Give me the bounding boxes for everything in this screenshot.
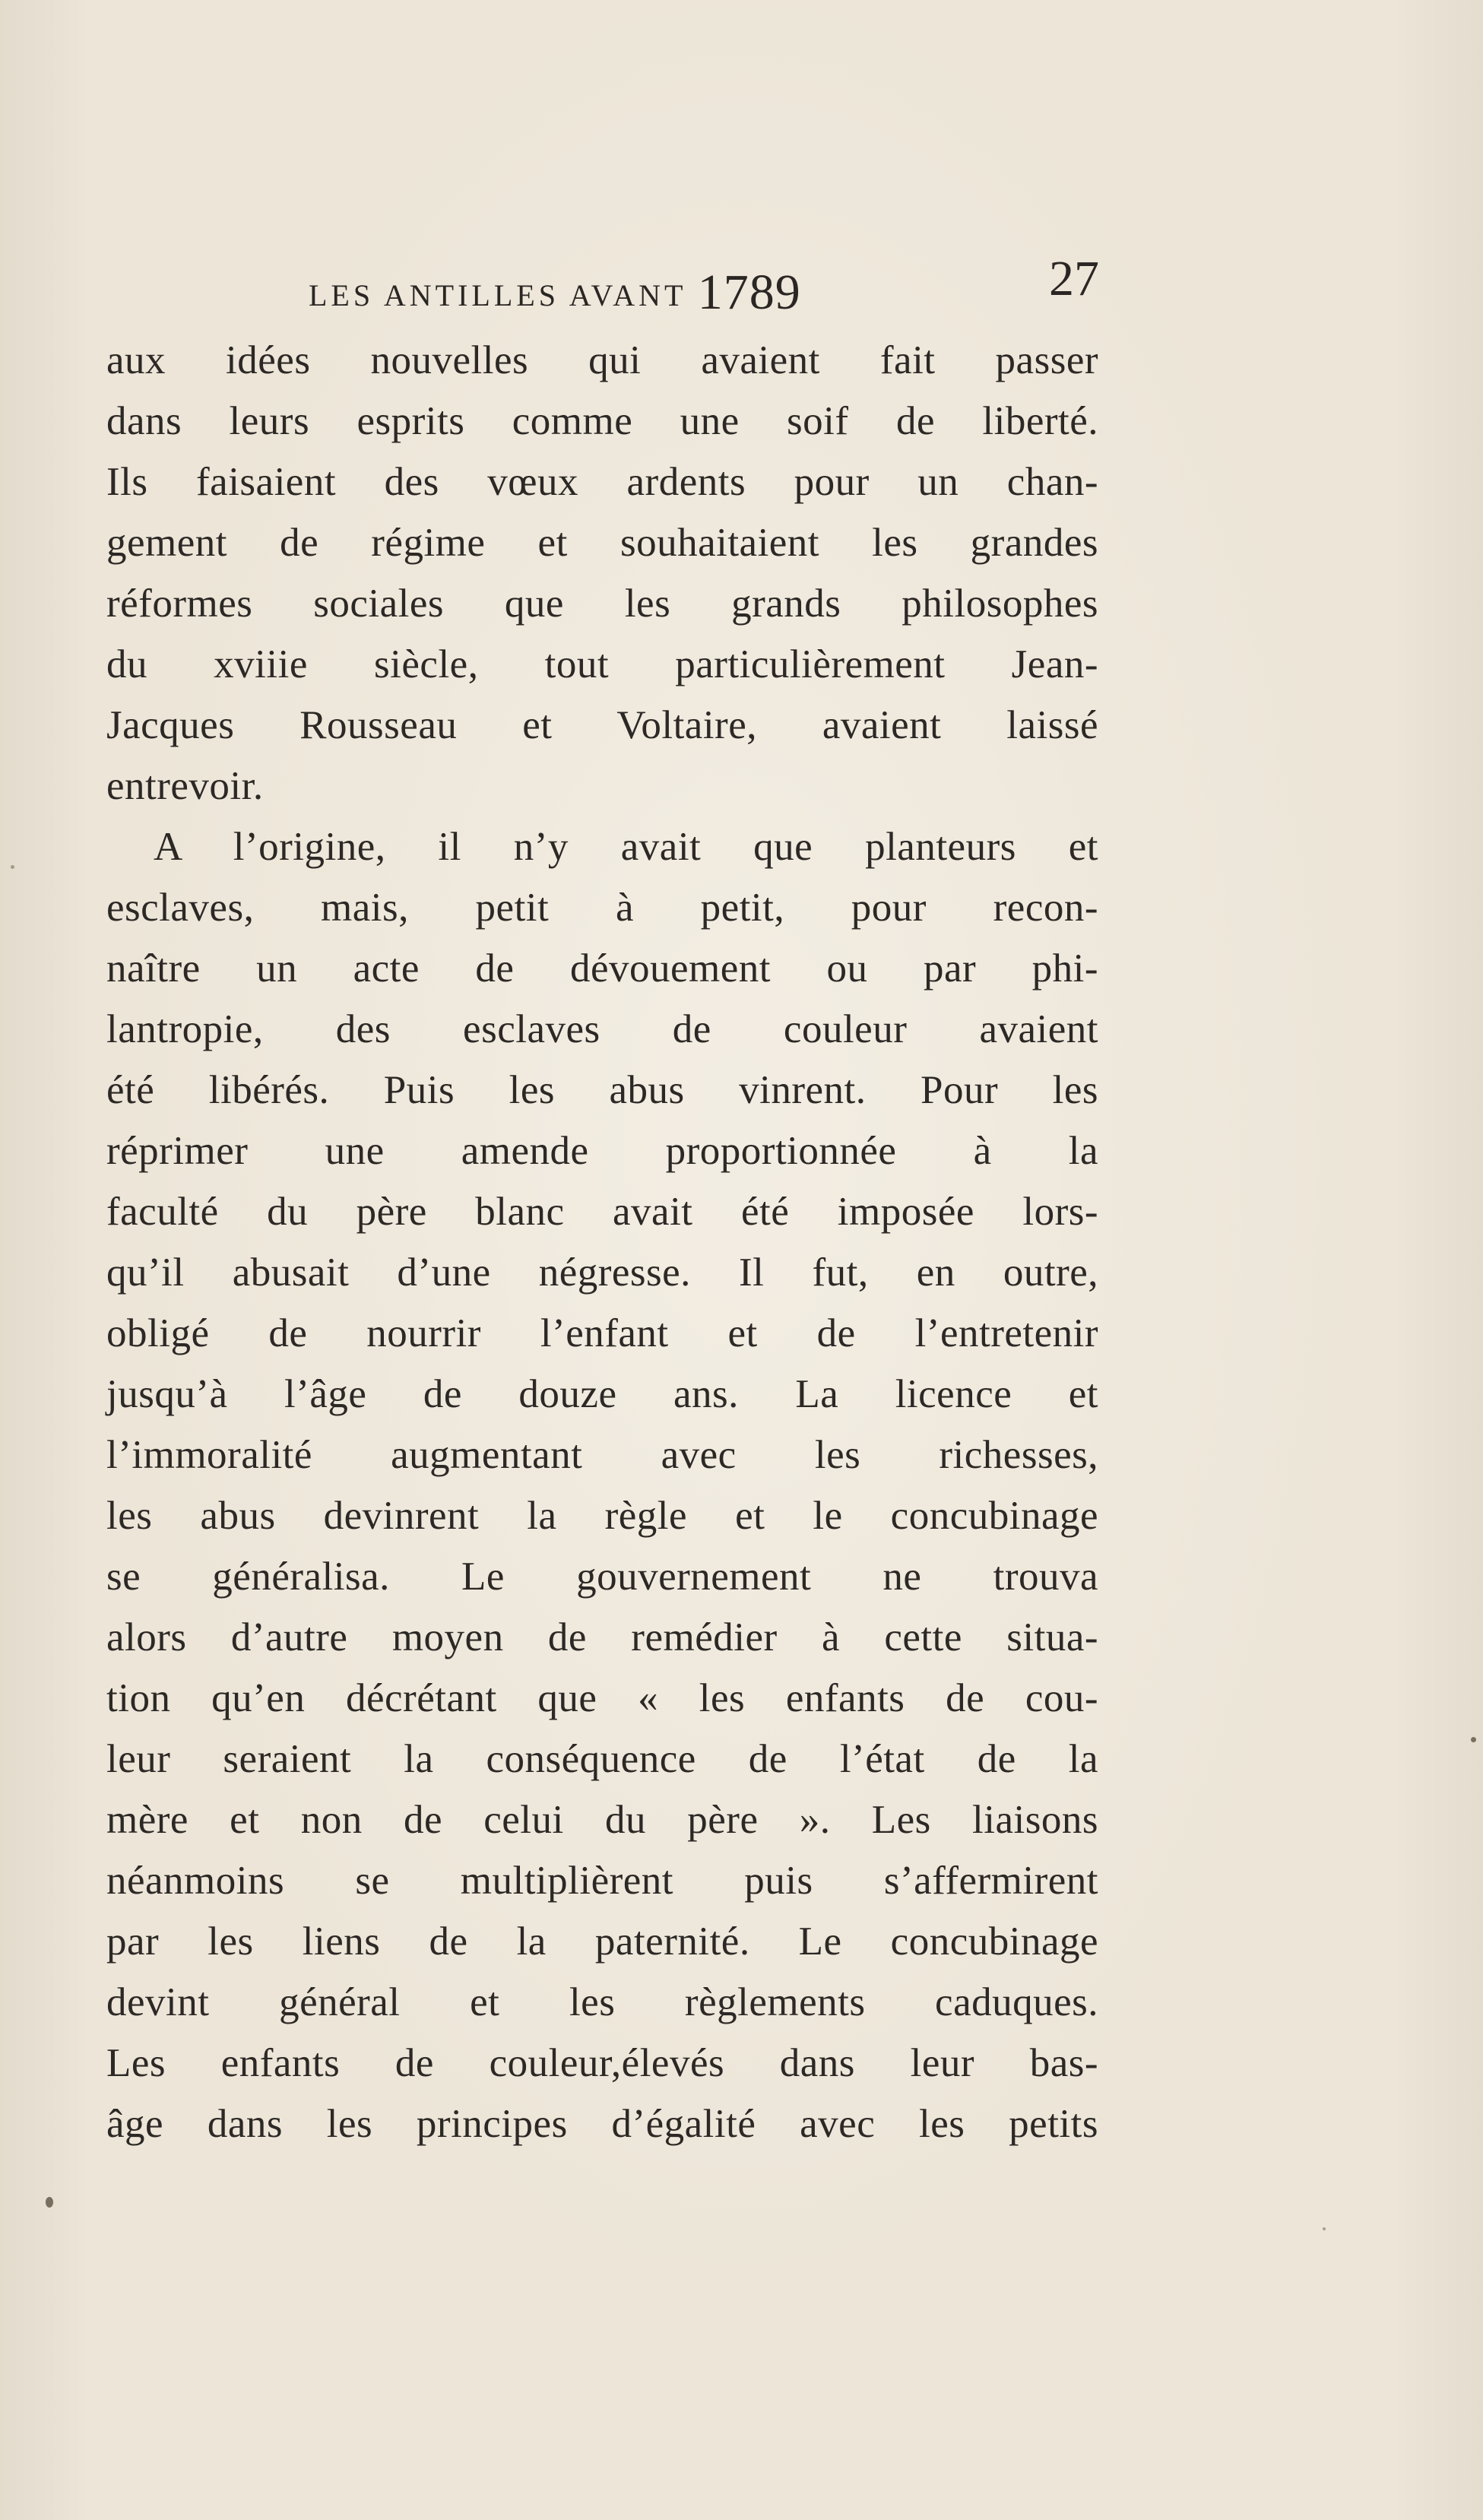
paper-speck — [11, 865, 14, 869]
text-line: aux idées nouvelles qui avaient fait passer — [106, 338, 1098, 382]
text-line: les abus devinrent la règle et le concubinage — [106, 1494, 1098, 1538]
text-line: du xviiie siècle, tout particulièrement Jean- — [106, 642, 1098, 686]
text-line: qu’il abusait d’une négresse. Il fut, en outre, — [106, 1250, 1098, 1295]
running-title-text: LES ANTILLES AVANT — [309, 278, 686, 312]
paper-speck — [1323, 2227, 1326, 2230]
text-line: réprimer une amende proportionnée à la — [106, 1129, 1098, 1173]
text-line: tion qu’en décrétant que « les enfants de cou- — [106, 1676, 1098, 1720]
page-number: 27 — [1049, 251, 1099, 306]
text-line: naître un acte de dévouement ou par phi- — [106, 946, 1098, 991]
text-line: faculté du père blanc avait été imposée lors- — [106, 1190, 1098, 1234]
text-line: âge dans les principes d’égalité avec les petits — [106, 2102, 1098, 2146]
body-text — [106, 330, 1098, 2154]
text-line: Les enfants de couleur,élevés dans leur bas- — [106, 2041, 1098, 2085]
paper-speck — [46, 2197, 53, 2208]
text-line: été libérés. Puis les abus vinrent. Pour les — [106, 1068, 1098, 1112]
running-title — [309, 265, 801, 320]
text-line: mère et non de celui du père ». Les liaisons — [106, 1798, 1098, 1842]
running-title-year: 1789 — [697, 265, 801, 320]
text-line: esclaves, mais, petit à petit, pour recon- — [106, 886, 1098, 930]
text-line: devint général et les règlements caduques. — [106, 1980, 1098, 2024]
text-line: l’immoralité augmentant avec les richesses, — [106, 1433, 1098, 1477]
text-line: Jacques Rousseau et Voltaire, avaient laissé — [106, 703, 1098, 747]
text-line: réformes sociales que les grands philosophes — [106, 582, 1098, 626]
text-line: alors d’autre moyen de remédier à cette situa- — [106, 1615, 1098, 1659]
text-line: par les liens de la paternité. Le concubinage — [106, 1919, 1098, 1964]
text-line: leur seraient la conséquence de l’état de la — [106, 1737, 1098, 1781]
text-line: lantropie, des esclaves de couleur avaient — [106, 1007, 1098, 1051]
text-line: gement de régime et souhaitaient les grandes — [106, 521, 1098, 565]
page-header — [309, 245, 1099, 320]
text-line: néanmoins se multiplièrent puis s’affermirent — [106, 1859, 1098, 1903]
text-line: jusqu’à l’âge de douze ans. La licence et — [106, 1372, 1098, 1416]
text-line: se généralisa. Le gouvernement ne trouva — [106, 1555, 1098, 1599]
text-line: dans leurs esprits comme une soif de liberté. — [106, 399, 1098, 443]
text-line: entrevoir. — [106, 764, 264, 808]
text-line: obligé de nourrir l’enfant et de l’entretenir — [106, 1311, 1098, 1355]
paper-speck — [1471, 1737, 1476, 1742]
paragraph-start-line: A l’origine, il n’y avait que planteurs et — [154, 825, 1098, 869]
text-line: Ils faisaient des vœux ardents pour un chan- — [106, 460, 1098, 504]
